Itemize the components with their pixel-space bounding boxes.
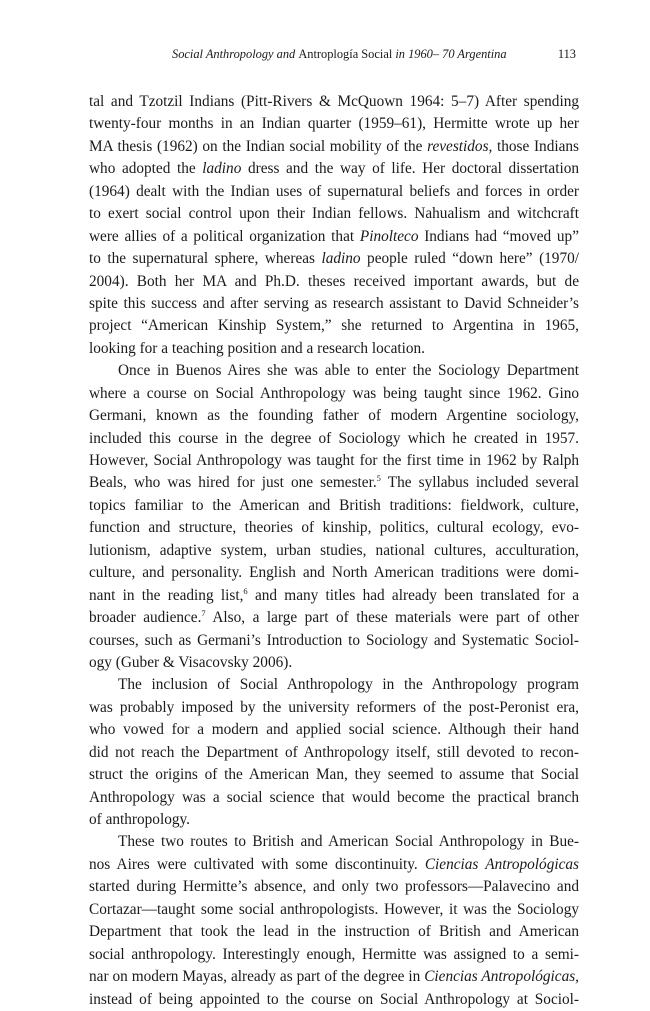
text-run: dress and the way of life. Her doctoral dissertation [241, 160, 579, 178]
text-run: However, Social Anthropology was taught for the first time in 1962 by Ralph [89, 452, 579, 469]
text-line [89, 248, 579, 270]
text-line [89, 630, 579, 652]
text-run: Beals, who was hired for just one semester. [89, 474, 377, 492]
text-run: tal and Tzotzil Indians (Pitt-Rivers & McQuown 1964: 5–7) After spending [89, 93, 579, 110]
text-run: courses, such as Germani’s Introduction to Sociology and Systematic Sociol- [89, 631, 579, 649]
text-line [89, 226, 579, 248]
text-line [89, 921, 579, 943]
text-run: Germani, known as the founding father of modern Argentine sociology, [89, 407, 579, 425]
text-run: those Indians [492, 137, 579, 155]
text-line [89, 652, 579, 674]
text-run: function and structure, theories of kinship, politics, cultural ecology, evo- [89, 519, 579, 537]
text-line [89, 158, 579, 180]
text-run: struct the origins of the American Man, they seemed to assume that Social [89, 766, 579, 784]
running-head-title-part: Social Anthropology and [172, 47, 299, 61]
text-line [89, 697, 579, 719]
text-run: Once in Buenos Aires she was able to enter the Sociology Department [118, 362, 579, 380]
text-line [89, 742, 579, 764]
text-line [89, 787, 579, 809]
text-run: Also, a large part of these materials were part of other [205, 609, 579, 627]
text-run: Cortazar—taught some social anthropologists. However, it was the Sociology [89, 900, 579, 918]
text-line [89, 271, 579, 293]
italic-term: ladino [321, 250, 361, 268]
text-run: nos Aires were cultivated with some discontinuity. [89, 855, 425, 873]
text-run: started during Hermitte’s absence, and only two professors—Palavecino and [89, 878, 579, 896]
text-line [89, 472, 579, 494]
text-run: The syllabus included several [380, 474, 579, 492]
text-run: broader audience. [89, 609, 202, 627]
text-line [89, 719, 579, 741]
text-run: ogy (Guber & Visacovsky 2006). [89, 653, 293, 671]
text-run: Anthropology was a social science that would become the practical branch [89, 788, 579, 806]
text-line [89, 360, 579, 382]
text-line [89, 428, 579, 450]
italic-term: Ciencias Antropológicas, [424, 968, 579, 986]
text-run: instead of being appointed to the course on Social Anthropology at Sociol- [89, 990, 579, 1008]
text-line [89, 831, 579, 853]
text-run: topics familiar to the American and British traditions: fieldwork, culture, [89, 496, 579, 514]
text-line [89, 876, 579, 898]
text-line [89, 136, 579, 158]
text-line [89, 450, 579, 472]
text-run: culture, and personality. English and North American traditions were domi- [89, 564, 579, 582]
text-line [89, 113, 579, 135]
text-run: and many titles had already been translated for a [247, 586, 579, 604]
body-text [89, 91, 579, 1011]
text-run: included this course in the degree of Sociology which he created in 1957. [89, 429, 579, 447]
text-run: looking for a teaching position and a research location. [89, 339, 425, 357]
text-line [89, 562, 579, 584]
text-run: to the supernatural sphere, whereas [89, 250, 322, 268]
italic-term: Pinolteco [359, 227, 419, 245]
text-line [89, 517, 579, 539]
text-run: spite this success and after serving as research assistant to David Schneider’s [89, 294, 579, 312]
footnote-marker[interactable]: 7 [201, 608, 206, 619]
text-line [89, 540, 579, 562]
text-line [89, 293, 579, 315]
text-line [89, 944, 579, 966]
text-line [89, 809, 579, 831]
text-run: nant in the reading list, [89, 586, 244, 604]
text-line [89, 91, 579, 113]
italic-term: Ciencias Antropológicas [424, 855, 579, 873]
text-run: was probably imposed by the university reformers of the post-Peronist era, [89, 698, 579, 716]
text-run: (1964) dealt with the Indian uses of supernatural beliefs and forces in order [89, 182, 579, 200]
text-run: nar on modern Mayas, already as part of the degree in [89, 968, 425, 986]
text-line [89, 966, 579, 988]
footnote-marker[interactable]: 6 [243, 585, 248, 596]
text-line [89, 338, 579, 360]
text-line [89, 607, 579, 629]
running-head-title-part: in 1960– 70 Argentina [392, 47, 507, 61]
text-line [89, 854, 579, 876]
text-run: MA thesis (1962) on the Indian social mobility of the [89, 137, 428, 155]
text-line [89, 989, 579, 1011]
text-line [89, 203, 579, 225]
text-line [89, 585, 579, 607]
text-line [89, 383, 579, 405]
text-run: who adopted the [89, 160, 203, 178]
running-head [88, 44, 578, 64]
text-run: lutionism, adaptive system, urban studies, national cultures, acculturation, [89, 541, 579, 559]
text-line [89, 405, 579, 427]
text-run: These two routes to British and American Social Anthropology in Bue- [118, 833, 579, 851]
italic-term: revestidos, [427, 137, 493, 155]
text-run: did not reach the Department of Anthropology itself, still devoted to recon- [89, 743, 579, 761]
text-run: to exert social control upon their Indian fellows. Nahualism and witchcraft [89, 205, 579, 223]
italic-term: ladino [202, 160, 242, 178]
text-run: where a course on Social Anthropology was being taught since 1962. Gino [89, 384, 579, 402]
text-run: project “American Kinship System,” she returned to Argentina in 1965, [89, 317, 579, 335]
text-run: twenty-four months in an Indian quarter (1959–61), Hermitte wrote up her [89, 115, 579, 133]
text-line [89, 315, 579, 337]
text-run: 2004). Both her MA and Ph.D. theses received important awards, but de [89, 272, 579, 290]
page-number: 113 [557, 47, 576, 61]
text-run: Indians had “moved up” [418, 227, 579, 245]
text-run: who vowed for a modern and applied social science. Although their hand [89, 721, 579, 739]
text-line [89, 495, 579, 517]
text-run: social anthropology. Interestingly enough, Hermitte was assigned to a semi- [89, 945, 579, 963]
footnote-marker[interactable]: 5 [376, 473, 381, 484]
text-run: Department that took the lead in the instruction of British and American [89, 923, 579, 941]
text-run: of anthropology. [89, 811, 190, 828]
text-line [89, 674, 579, 696]
text-line [89, 181, 579, 203]
text-line [89, 764, 579, 786]
text-run: people ruled “down here” (1970/ [360, 250, 580, 268]
text-line [89, 899, 579, 921]
text-run: The inclusion of Social Anthropology in the Anthropology program [118, 676, 579, 694]
running-head-title [172, 44, 507, 64]
text-run: were allies of a political organization that [89, 227, 360, 245]
running-head-title-part: Antroplogía Social [298, 47, 393, 61]
